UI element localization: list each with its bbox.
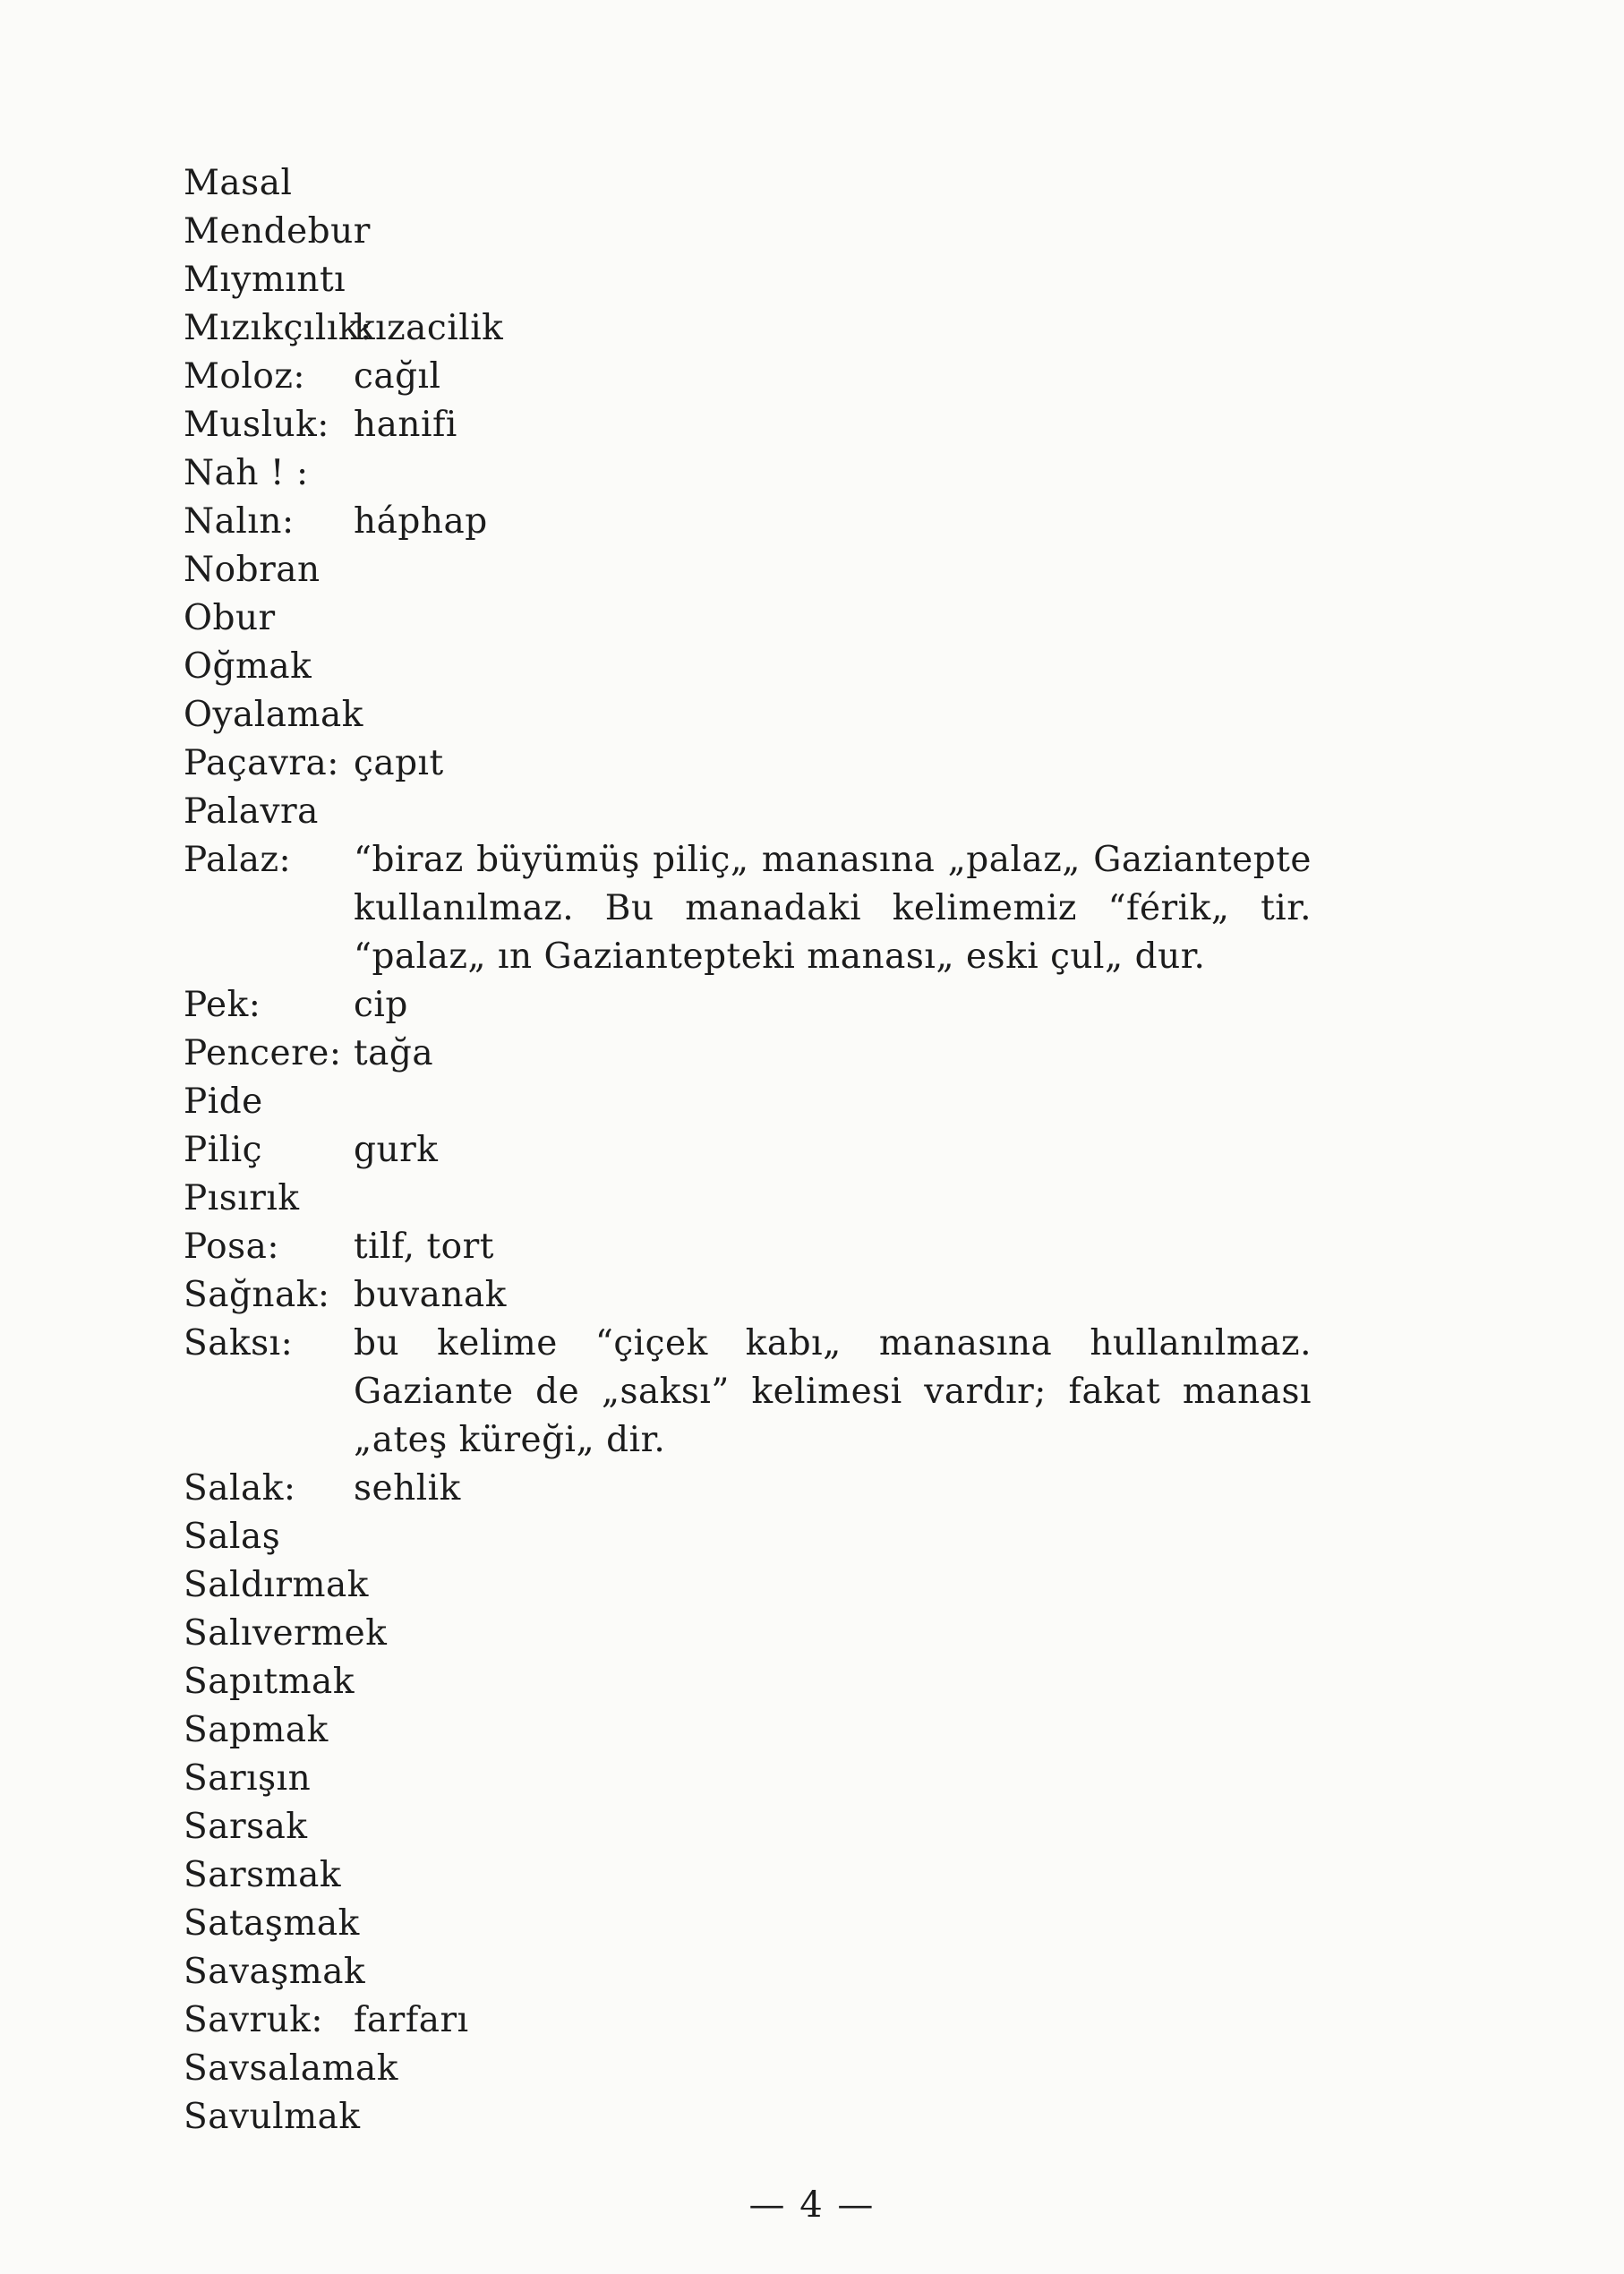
glossary-entry	[184, 1223, 1312, 1271]
entry-definition: sehlik	[354, 1468, 461, 1509]
entry-term: Sapıtmak	[184, 1662, 355, 1702]
glossary-entry	[184, 1561, 1312, 1610]
glossary-entry	[184, 1996, 1312, 2045]
glossary-entry	[184, 594, 1312, 643]
glossary-entry	[184, 1900, 1312, 1948]
entry-term: Nalın:	[184, 501, 295, 542]
glossary-entry	[184, 1513, 1312, 1561]
entry-definition: cağıl	[354, 356, 441, 397]
glossary-entry	[184, 1755, 1312, 1803]
entry-term: Salak:	[184, 1468, 296, 1509]
entry-definition: hanifi	[354, 405, 457, 445]
entry-term: Savulmak	[184, 2097, 361, 2137]
entry-term: Pısırık	[184, 1178, 300, 1218]
entry-definition: çapıt	[354, 743, 444, 783]
entry-term: Savaşmak	[184, 1952, 366, 1992]
entry-definition: tilf, tort	[354, 1227, 494, 1267]
glossary-entry	[184, 1175, 1312, 1223]
entry-definition: gurk	[354, 1130, 439, 1170]
glossary-entry	[184, 1271, 1312, 1320]
glossary-entry	[184, 1803, 1312, 1851]
entry-term: Palavra	[184, 791, 319, 832]
glossary-entry	[184, 981, 1312, 1030]
glossary-entry	[184, 449, 1312, 498]
entry-term: Mendebur	[184, 211, 371, 252]
glossary-entry	[184, 208, 1312, 256]
glossary-entry	[184, 2045, 1312, 2093]
entry-term: Pencere:	[184, 1033, 342, 1073]
entry-term: Obur	[184, 598, 276, 638]
glossary-entry	[184, 1658, 1312, 1706]
glossary-entry	[184, 546, 1312, 594]
glossary-entry	[184, 691, 1312, 739]
entry-term: Paçavra:	[184, 743, 339, 783]
entry-definition: bu kelime “çiçek kabı„ manasına hullanılmaz. Gaziante de „saksı” kelimesi vardır; fakat manası „ateş küreği„ dir.	[354, 1323, 1312, 1460]
glossary-entry	[184, 836, 1312, 981]
glossary-entry	[184, 1126, 1312, 1175]
entry-term: Nah ! :	[184, 453, 309, 493]
entry-term: Nobran	[184, 550, 321, 590]
glossary-entry	[184, 1851, 1312, 1900]
entry-term: Posa:	[184, 1227, 280, 1267]
entry-term: Piliç	[184, 1130, 263, 1170]
glossary-entry	[184, 256, 1312, 304]
glossary-entry	[184, 1465, 1312, 1513]
entry-term: Mızıkçılık:	[184, 308, 372, 348]
entry-definition: farfarı	[354, 2000, 469, 2040]
glossary-entry	[184, 401, 1312, 449]
entry-term: Sarsmak	[184, 1855, 341, 1895]
glossary-entry	[184, 1610, 1312, 1658]
glossary-entry	[184, 739, 1312, 788]
entry-term: Oğmak	[184, 646, 312, 687]
entry-term: Saldırmak	[184, 1565, 369, 1605]
glossary-entry	[184, 1030, 1312, 1078]
entry-term: Saksı:	[184, 1323, 294, 1364]
entry-term: Sataşmak	[184, 1903, 360, 1944]
page-number: — 4 —	[748, 2184, 876, 2226]
entry-term: Musluk:	[184, 405, 329, 445]
entry-term: Sapmak	[184, 1710, 329, 1750]
entry-definition: cip	[354, 985, 408, 1025]
glossary-entry	[184, 304, 1312, 353]
glossary-entry	[184, 1320, 1312, 1465]
glossary-entry	[184, 1078, 1312, 1126]
entry-definition: “biraz büyümüş piliç„ manasına „palaz„ Gaziantepte kullanılmaz. Bu manadaki kelimemiz “férik„ tir. “palaz„ ın Gazianteptеki manası„ eski çul„ dur.	[354, 840, 1312, 977]
glossary-entry	[184, 1706, 1312, 1755]
entry-term: Sağnak:	[184, 1275, 330, 1315]
entry-term: Sarışın	[184, 1758, 312, 1799]
entry-term: Sarsak	[184, 1807, 308, 1847]
entry-term: Savruk:	[184, 2000, 324, 2040]
entry-term: Pide	[184, 1081, 263, 1122]
entry-term: Palaz:	[184, 840, 292, 880]
glossary-entry	[184, 1948, 1312, 1996]
entry-definition: tağa	[354, 1033, 434, 1073]
glossary-entry	[184, 353, 1312, 401]
entry-term: Mıymıntı	[184, 260, 346, 300]
entry-term: Moloz:	[184, 356, 306, 397]
entry-term: Oyalamak	[184, 695, 363, 735]
entry-definition: kızacilik	[354, 308, 504, 348]
entry-term: Masal	[184, 163, 293, 203]
entry-term: Pek:	[184, 985, 261, 1025]
glossary-list	[184, 159, 1312, 2141]
entry-term: Salaş	[184, 1517, 281, 1557]
glossary-entry	[184, 159, 1312, 208]
entry-term: Savsalamak	[184, 2048, 398, 2089]
entry-definition: háphap	[354, 501, 488, 542]
glossary-entry	[184, 643, 1312, 691]
entry-definition: buvanak	[354, 1275, 507, 1315]
entry-term: Salıvermek	[184, 1613, 388, 1654]
glossary-entry	[184, 788, 1312, 836]
glossary-entry	[184, 498, 1312, 546]
glossary-entry	[184, 2093, 1312, 2141]
